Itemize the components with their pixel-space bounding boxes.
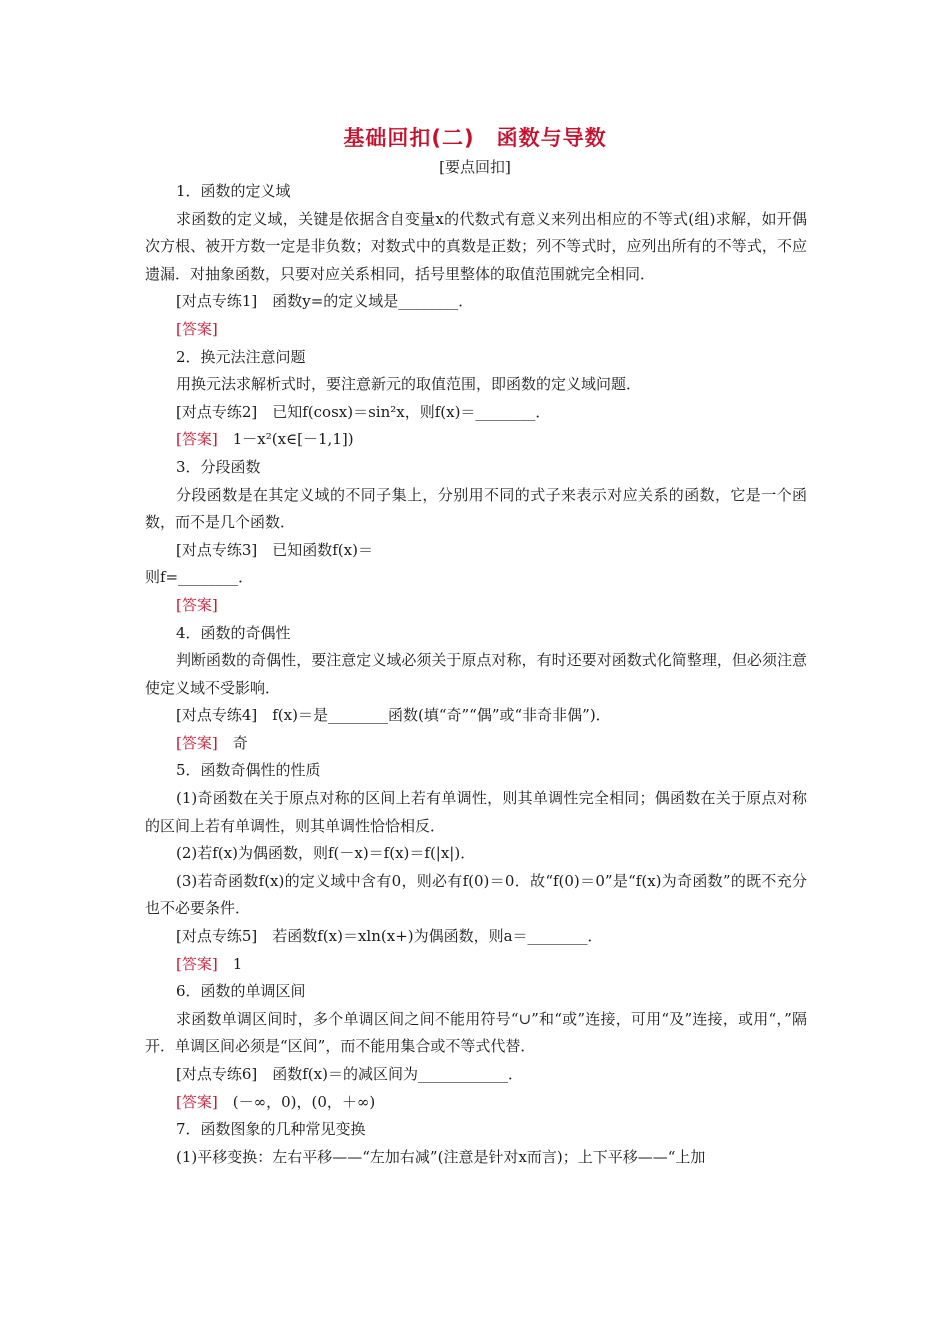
paragraph: [对点专练6] 函数f(x)＝的减区间为____________． [176, 1065, 523, 1083]
section-heading: 3．分段函数 [176, 457, 261, 476]
section-heading: 1．函数的定义域 [176, 182, 291, 200]
section-heading: 4．函数的奇偶性 [176, 623, 291, 642]
document-body [145, 178, 807, 1171]
answer-line [145, 730, 807, 758]
answer-label: [答案] [176, 595, 218, 614]
answer-text: 1－x²(x∈[－1,1]) [217, 430, 354, 449]
answer-text: 奇 [217, 733, 248, 752]
answer-line [145, 316, 807, 344]
paragraph: (3)若奇函数f(x)的定义域中含有0，则必有f(0)＝0．故“f(0)＝0”是“f(x)为奇函数”的既不充分也不必要条件． [145, 871, 807, 918]
section-heading: 6．函数的单调区间 [176, 982, 306, 1001]
answer-line [145, 592, 807, 620]
answer-line [145, 426, 807, 454]
section-label: [要点回扣] [439, 158, 511, 176]
section-heading: 2．换元法注意问题 [176, 347, 306, 366]
answer-text: 1 [217, 954, 243, 973]
paragraph: [对点专练1] 函数y=的定义域是________． [176, 292, 474, 311]
section-heading: 5．函数奇偶性的性质 [176, 761, 321, 780]
answer-text: (－∞，0)，(0，＋∞) [217, 1092, 376, 1111]
answer-label: [答案] [176, 319, 218, 338]
paragraph: 分段函数是在其定义域的不同子集上，分别用不同的式子来表示对应关系的函数，它是一个函数，而不是几个函数． [145, 485, 807, 532]
paragraph: 求函数的定义域，关键是依据含自变量x的代数式有意义来列出相应的不等式(组)求解，如开偶次方根、被开方数一定是非负数；对数式中的真数是正数；列不等式时，应列出所有的不等式，不应遗漏．对抽象函数，只要对应关系相同，括号里整体的取值范围就完全相同． [145, 209, 807, 283]
paragraph: [对点专练4] f(x)＝是________函数(填“奇”“偶”或“非奇非偶”)． [176, 706, 611, 725]
paragraph: (1)平移变换：左右平移——“左加右减”(注意是针对x而言)；上下平移——“上加 [176, 1147, 706, 1166]
answer-line [145, 1089, 807, 1117]
answer-line [145, 951, 807, 979]
page-title: 基础回扣(二) 函数与导数 [343, 126, 607, 150]
paragraph: [对点专练5] 若函数f(x)＝xln(x+)为偶函数，则a＝________． [176, 927, 603, 946]
answer-label: [答案] [176, 733, 218, 752]
paragraph: [对点专练3] 已知函数f(x)＝ [176, 540, 373, 559]
answer-label: [答案] [176, 954, 218, 973]
paragraph: 用换元法求解析式时，要注意新元的取值范围，即函数的定义域问题． [176, 375, 642, 394]
paragraph: 求函数单调区间时，多个单调区间之间不能用符号“∪”和“或”连接，可用“及”连接，或用“，”隔开．单调区间必须是“区间”，而不能用集合或不等式代替． [145, 1009, 807, 1056]
answer-label: [答案] [176, 430, 218, 449]
paragraph: 则f=________． [145, 568, 254, 587]
paragraph: 判断函数的奇偶性，要注意定义域必须关于原点对称，有时还要对函数式化简整理，但必须注意使定义域不受影响． [145, 651, 807, 697]
paragraph: (1)奇函数在关于原点对称的区间上若有单调性，则其单调性完全相同；偶函数在关于原点对称的区间上若有单调性，则其单调性恰恰相反． [145, 789, 807, 835]
section-heading: 7．函数图象的几种常见变换 [176, 1120, 366, 1139]
paragraph: [对点专练2] 已知f(cosx)＝sin²x，则f(x)＝________． [176, 402, 551, 421]
paragraph: (2)若f(x)为偶函数，则f(－x)＝f(x)＝f(|x|)． [176, 844, 476, 863]
answer-label: [答案] [176, 1092, 218, 1111]
